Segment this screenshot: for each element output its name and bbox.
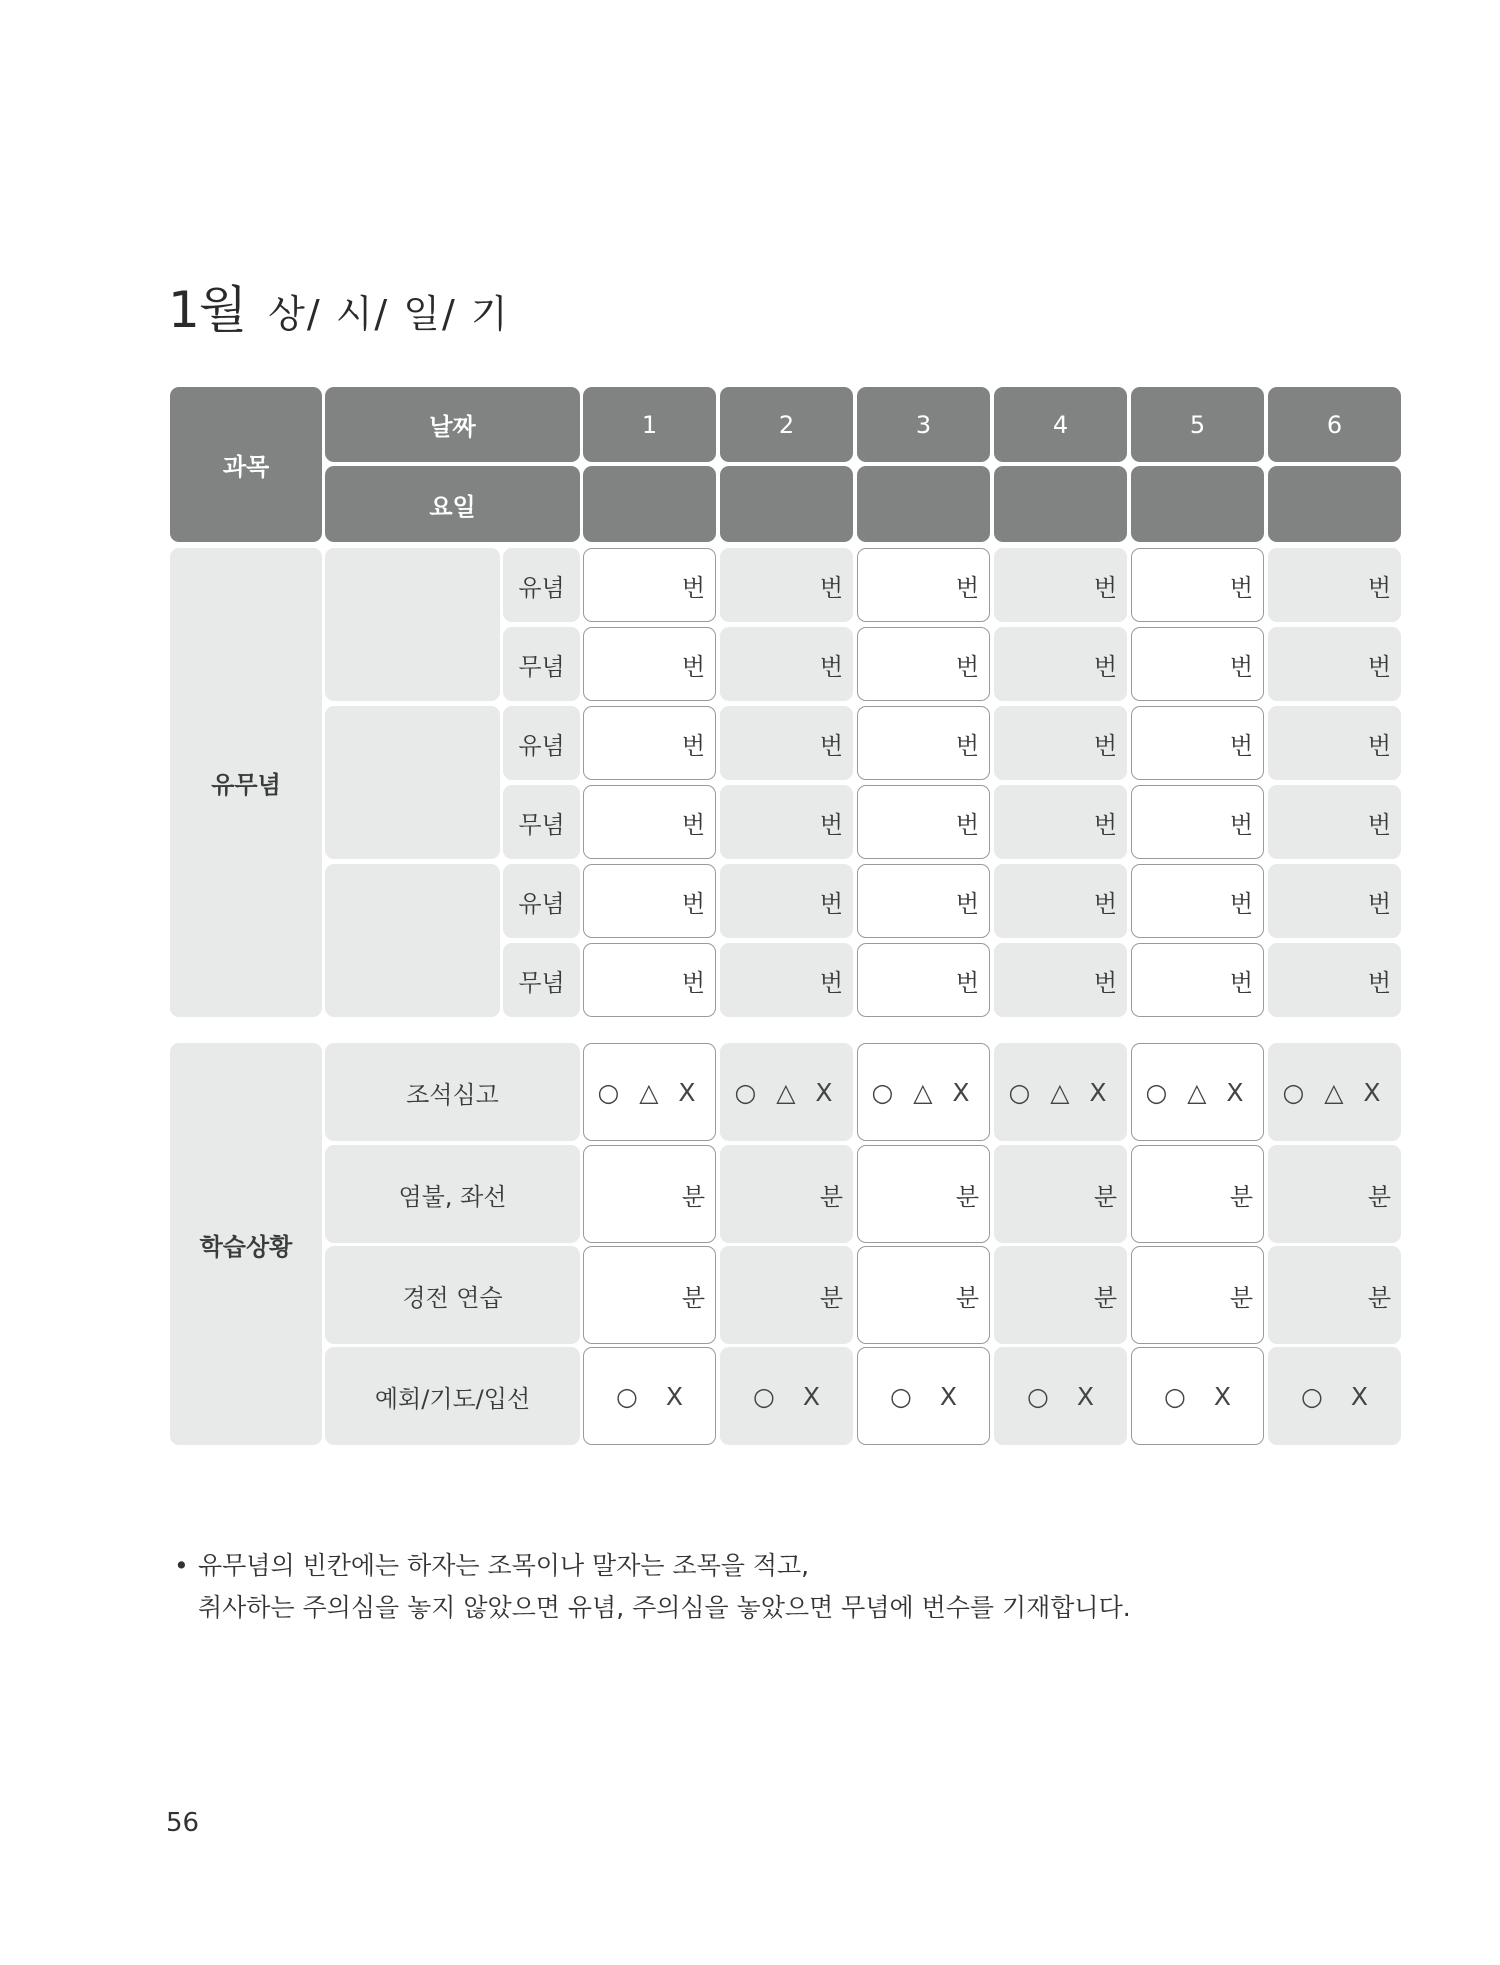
weekday-cell-3[interactable] xyxy=(857,466,990,542)
minutes-cell[interactable]: 분 xyxy=(994,1246,1127,1344)
minutes-cell[interactable]: 분 xyxy=(1131,1145,1264,1243)
study-row-label-1: 조석심고 xyxy=(325,1043,580,1141)
otx-cell[interactable]: ○ △ X xyxy=(720,1043,853,1141)
date-cell-6: 6 xyxy=(1268,387,1401,462)
count-cell[interactable]: 번 xyxy=(720,785,853,859)
minutes-cell[interactable]: 분 xyxy=(857,1145,990,1243)
minutes-cell[interactable]: 분 xyxy=(583,1246,716,1344)
count-cell[interactable]: 번 xyxy=(720,864,853,938)
otx-cell[interactable]: ○ △ X xyxy=(583,1043,716,1141)
count-cell[interactable]: 번 xyxy=(1131,864,1264,938)
count-cell[interactable]: 번 xyxy=(583,864,716,938)
minutes-cell[interactable]: 분 xyxy=(1131,1246,1264,1344)
count-cell[interactable]: 번 xyxy=(1268,548,1401,622)
weekday-cell-4[interactable] xyxy=(994,466,1127,542)
count-cell[interactable]: 번 xyxy=(857,785,990,859)
date-cell-3: 3 xyxy=(857,387,990,462)
ox-cell[interactable] xyxy=(857,1347,990,1445)
instruction-note xyxy=(174,1545,1131,1629)
x-mark[interactable]: X xyxy=(1350,1381,1368,1411)
title-word: 상/ 시/ 일/ 기 xyxy=(268,292,510,336)
count-cell[interactable]: 번 xyxy=(583,627,716,701)
yumunyeom-type-4: 무념 xyxy=(503,785,580,859)
minutes-cell[interactable]: 분 xyxy=(720,1246,853,1344)
study-status-label: 학습상황 xyxy=(170,1043,322,1445)
count-cell[interactable]: 번 xyxy=(994,864,1127,938)
yumunyeom-type-2: 무념 xyxy=(503,627,580,701)
count-cell[interactable]: 번 xyxy=(994,548,1127,622)
note-line-2: 취사하는 주의심을 놓지 않았으면 유념, 주의심을 놓았으면 무념에 번수를 기재합니다. xyxy=(198,1593,1131,1622)
yumunyeom-type-6: 무념 xyxy=(503,943,580,1017)
yumunyeom-type-1: 유념 xyxy=(503,548,580,622)
ox-cell[interactable] xyxy=(1268,1347,1401,1445)
count-cell[interactable]: 번 xyxy=(1131,706,1264,780)
count-cell[interactable]: 번 xyxy=(720,548,853,622)
count-cell[interactable]: 번 xyxy=(1131,548,1264,622)
otx-cell[interactable]: ○ △ X xyxy=(857,1043,990,1141)
yumunyeom-type-3: 유념 xyxy=(503,706,580,780)
x-mark[interactable]: X xyxy=(665,1381,683,1411)
count-cell[interactable]: 번 xyxy=(1131,943,1264,1017)
yumunyeom-item-2[interactable] xyxy=(325,706,500,859)
count-cell[interactable]: 번 xyxy=(720,627,853,701)
count-cell[interactable]: 번 xyxy=(1268,627,1401,701)
minutes-cell[interactable]: 분 xyxy=(583,1145,716,1243)
count-cell[interactable]: 번 xyxy=(857,864,990,938)
count-cell[interactable]: 번 xyxy=(583,785,716,859)
minutes-cell[interactable]: 분 xyxy=(1268,1246,1401,1344)
otx-cell[interactable]: ○ △ X xyxy=(1131,1043,1264,1141)
subject-header: 과목 xyxy=(170,387,322,542)
date-cell-5: 5 xyxy=(1131,387,1264,462)
page-title xyxy=(168,270,510,342)
x-mark[interactable]: X xyxy=(1213,1381,1231,1411)
count-cell[interactable]: 번 xyxy=(1131,785,1264,859)
count-cell[interactable]: 번 xyxy=(1268,706,1401,780)
count-cell[interactable]: 번 xyxy=(857,548,990,622)
x-mark[interactable]: X xyxy=(939,1381,957,1411)
circle-mark[interactable]: ○ xyxy=(1027,1381,1049,1411)
date-header: 날짜 xyxy=(325,387,580,462)
count-cell[interactable]: 번 xyxy=(720,943,853,1017)
date-cell-1: 1 xyxy=(583,387,716,462)
otx-cell[interactable]: ○ △ X xyxy=(1268,1043,1401,1141)
circle-mark[interactable]: ○ xyxy=(1301,1381,1323,1411)
minutes-cell[interactable]: 분 xyxy=(994,1145,1127,1243)
weekday-header: 요일 xyxy=(325,466,580,542)
count-cell[interactable]: 번 xyxy=(720,706,853,780)
ox-cell[interactable] xyxy=(1131,1347,1264,1445)
weekday-cell-1[interactable] xyxy=(583,466,716,542)
yumunyeom-type-5: 유념 xyxy=(503,864,580,938)
weekday-cell-6[interactable] xyxy=(1268,466,1401,542)
circle-mark[interactable]: ○ xyxy=(753,1381,775,1411)
minutes-cell[interactable]: 분 xyxy=(720,1145,853,1243)
bullet-icon: • xyxy=(174,1551,189,1580)
count-cell[interactable]: 번 xyxy=(857,627,990,701)
ox-cell[interactable] xyxy=(720,1347,853,1445)
count-cell[interactable]: 번 xyxy=(583,943,716,1017)
count-cell[interactable]: 번 xyxy=(583,548,716,622)
count-cell[interactable]: 번 xyxy=(1131,627,1264,701)
date-cell-2: 2 xyxy=(720,387,853,462)
x-mark[interactable]: X xyxy=(1076,1381,1094,1411)
circle-mark[interactable]: ○ xyxy=(1164,1381,1186,1411)
yumunyeom-item-1[interactable] xyxy=(325,548,500,701)
yumunyeom-label: 유무념 xyxy=(170,548,322,1017)
count-cell[interactable]: 번 xyxy=(1268,864,1401,938)
otx-cell[interactable]: ○ △ X xyxy=(994,1043,1127,1141)
minutes-cell[interactable]: 분 xyxy=(1268,1145,1401,1243)
yumunyeom-item-3[interactable] xyxy=(325,864,500,1017)
count-cell[interactable]: 번 xyxy=(994,785,1127,859)
circle-mark[interactable]: ○ xyxy=(890,1381,912,1411)
date-cell-4: 4 xyxy=(994,387,1127,462)
study-row-label-2: 염불, 좌선 xyxy=(325,1145,580,1243)
minutes-cell[interactable]: 분 xyxy=(857,1246,990,1344)
count-cell[interactable]: 번 xyxy=(857,706,990,780)
note-line-1: 유무념의 빈칸에는 하자는 조목이나 말자는 조목을 적고, xyxy=(198,1551,810,1580)
study-row-label-4: 예회/기도/입선 xyxy=(325,1347,580,1445)
count-cell[interactable]: 번 xyxy=(583,706,716,780)
weekday-cell-5[interactable] xyxy=(1131,466,1264,542)
count-cell[interactable]: 번 xyxy=(1268,785,1401,859)
ox-cell[interactable] xyxy=(583,1347,716,1445)
ox-cell[interactable] xyxy=(994,1347,1127,1445)
page-number: 56 xyxy=(166,1808,200,1838)
circle-mark[interactable]: ○ xyxy=(616,1381,638,1411)
count-cell[interactable]: 번 xyxy=(857,943,990,1017)
count-cell[interactable]: 번 xyxy=(994,627,1127,701)
count-cell[interactable]: 번 xyxy=(994,706,1127,780)
x-mark[interactable]: X xyxy=(802,1381,820,1411)
count-cell[interactable]: 번 xyxy=(994,943,1127,1017)
count-cell[interactable]: 번 xyxy=(1268,943,1401,1017)
study-row-label-3: 경전 연습 xyxy=(325,1246,580,1344)
weekday-cell-2[interactable] xyxy=(720,466,853,542)
title-month: 1월 xyxy=(168,281,247,339)
